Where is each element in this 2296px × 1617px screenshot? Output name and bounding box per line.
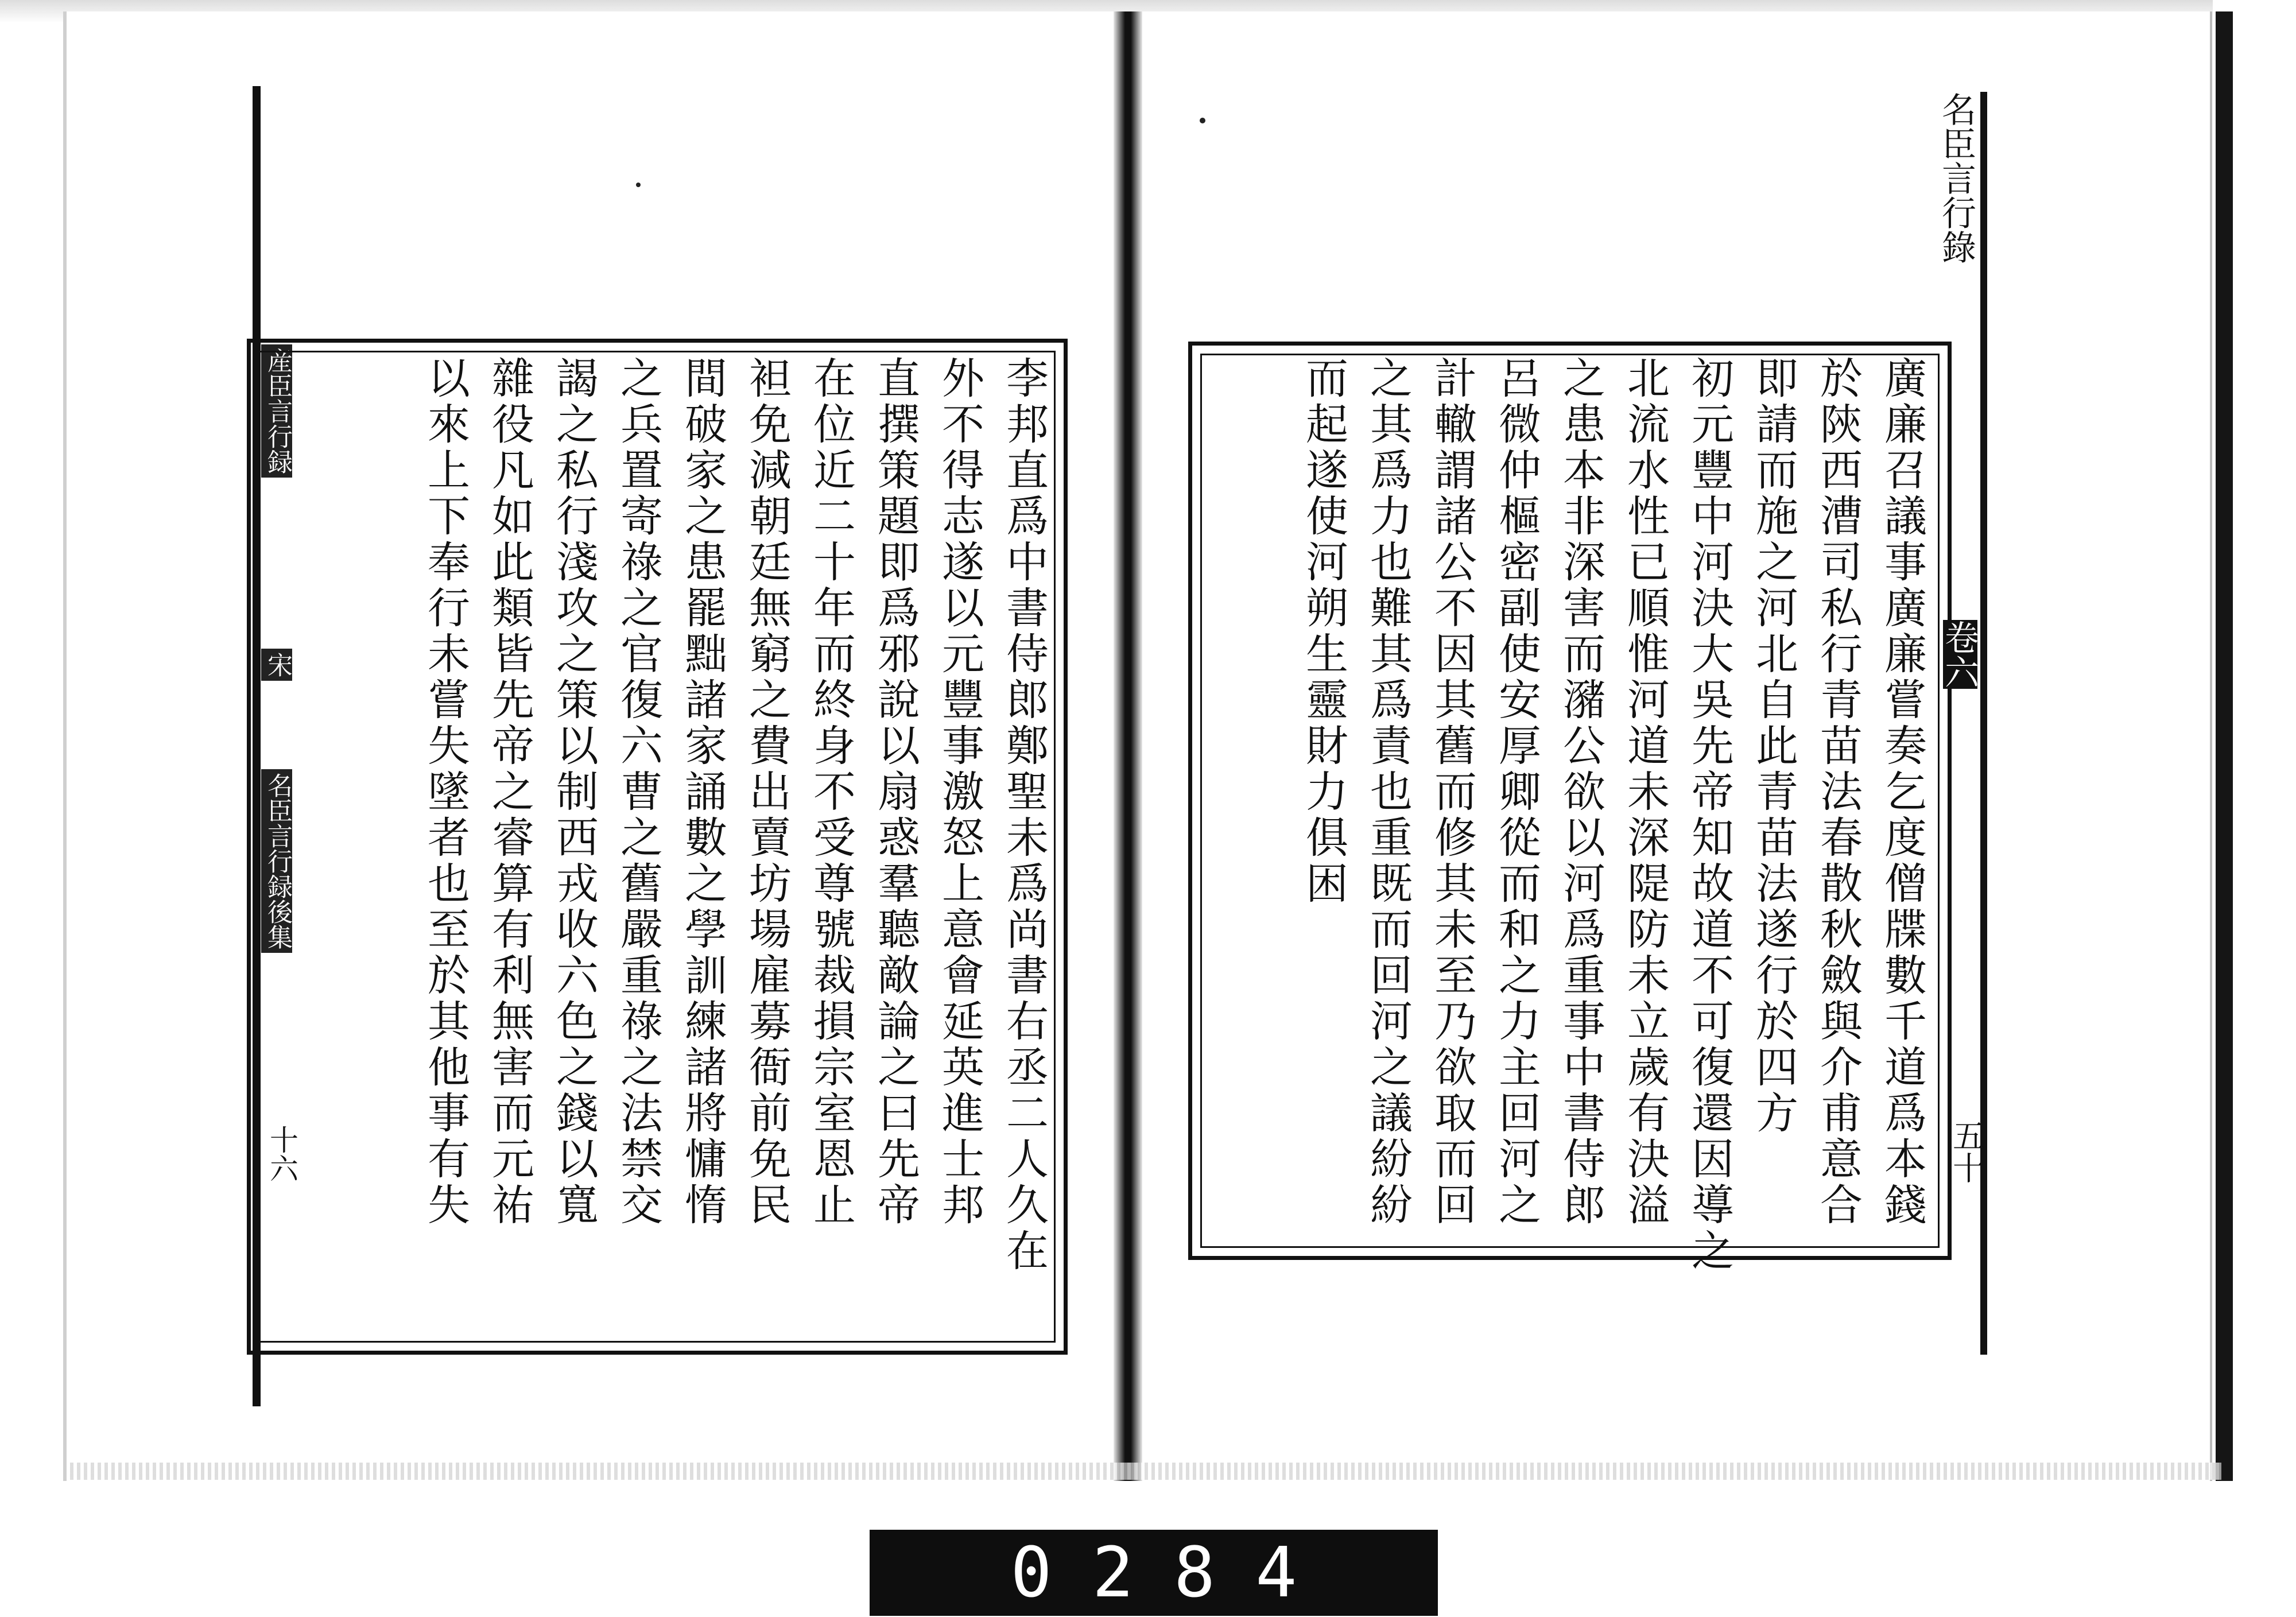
text-column: 計轍謂諸公不因其舊而修其未至乃欲取而回 <box>1428 356 1477 1228</box>
text-column: 之其爲力也難其爲責也重既而回河之議紛紛 <box>1363 356 1413 1228</box>
text-column: 之患本非深害而瀦公欲以河爲重事中書侍郎 <box>1556 356 1605 1228</box>
scan-speck <box>636 183 641 187</box>
right-text-columns <box>1211 356 1934 1332</box>
text-column: 呂微仲樞密副使安厚卿從而和之力主回河之 <box>1492 356 1541 1228</box>
text-column: 謁之私行淺攻之策以制西戎收六色之錢以寬 <box>549 356 599 1228</box>
text-column: 廣廉召議事廣廉嘗奏乞度僧牒數千道爲本錢 <box>1878 356 1927 1228</box>
left-text-columns <box>321 356 1056 1332</box>
text-column: 而起遂使河朔生靈財力俱困 <box>1299 356 1348 907</box>
text-column: 間破家之患罷黜諸家誦數之學訓練諸將慵惰 <box>678 356 727 1228</box>
left-margin-section: 宋 <box>261 649 292 681</box>
text-column: 北流水性已順惟河道未深隄防未立歲有決溢 <box>1620 356 1670 1228</box>
text-column: 以來上下奉行未嘗失墜者也至於其他事有失 <box>421 356 470 1228</box>
text-column: 之兵置寄祿之官復六曹之舊嚴重祿之法禁交 <box>614 356 663 1228</box>
right-folio-number: 五十 <box>1948 1119 1985 1184</box>
right-margin-title: 名臣言行錄 <box>1936 92 1976 264</box>
text-column: 即請而施之河北自此青苗法遂行於四方 <box>1749 356 1798 1137</box>
book-gutter <box>1114 11 1142 1481</box>
scan-speck <box>1200 118 1205 123</box>
text-column: 在位近二十年而終身不受尊號裁損宗室恩止 <box>806 356 856 1228</box>
left-margin-subtitle: 名臣言行録後集 <box>261 769 292 953</box>
text-column: 於陝西漕司私行青苗法春散秋斂與介甫意合 <box>1813 356 1863 1228</box>
left-folio-number: 十六 <box>265 1125 298 1182</box>
accession-number: 0284 <box>1010 1533 1337 1613</box>
text-column: 外不得志遂以元豐事激怒上意會延英進士邦 <box>935 356 984 1228</box>
text-column: 李邦直爲中書侍郎鄭聖未爲尚書右丞二人久在 <box>999 356 1049 1274</box>
right-margin-section: 卷六 <box>1939 620 1979 689</box>
text-column: 初元豐中河決大吳先帝知故道不可復還因導之 <box>1685 356 1734 1274</box>
text-column: 直撰策題即爲邪說以扇惑羣聽敵論之曰先帝 <box>871 356 920 1228</box>
accession-number-label <box>870 1530 1438 1616</box>
page-bottom-edge <box>63 1463 2221 1480</box>
text-column: 袒免減朝廷無窮之費出賣坊場雇募衙前免民 <box>742 356 792 1228</box>
text-column: 雜役凡如此類皆先帝之睿算有利無害而元祐 <box>485 356 534 1228</box>
left-margin-title: 産臣言行録 <box>261 344 292 478</box>
